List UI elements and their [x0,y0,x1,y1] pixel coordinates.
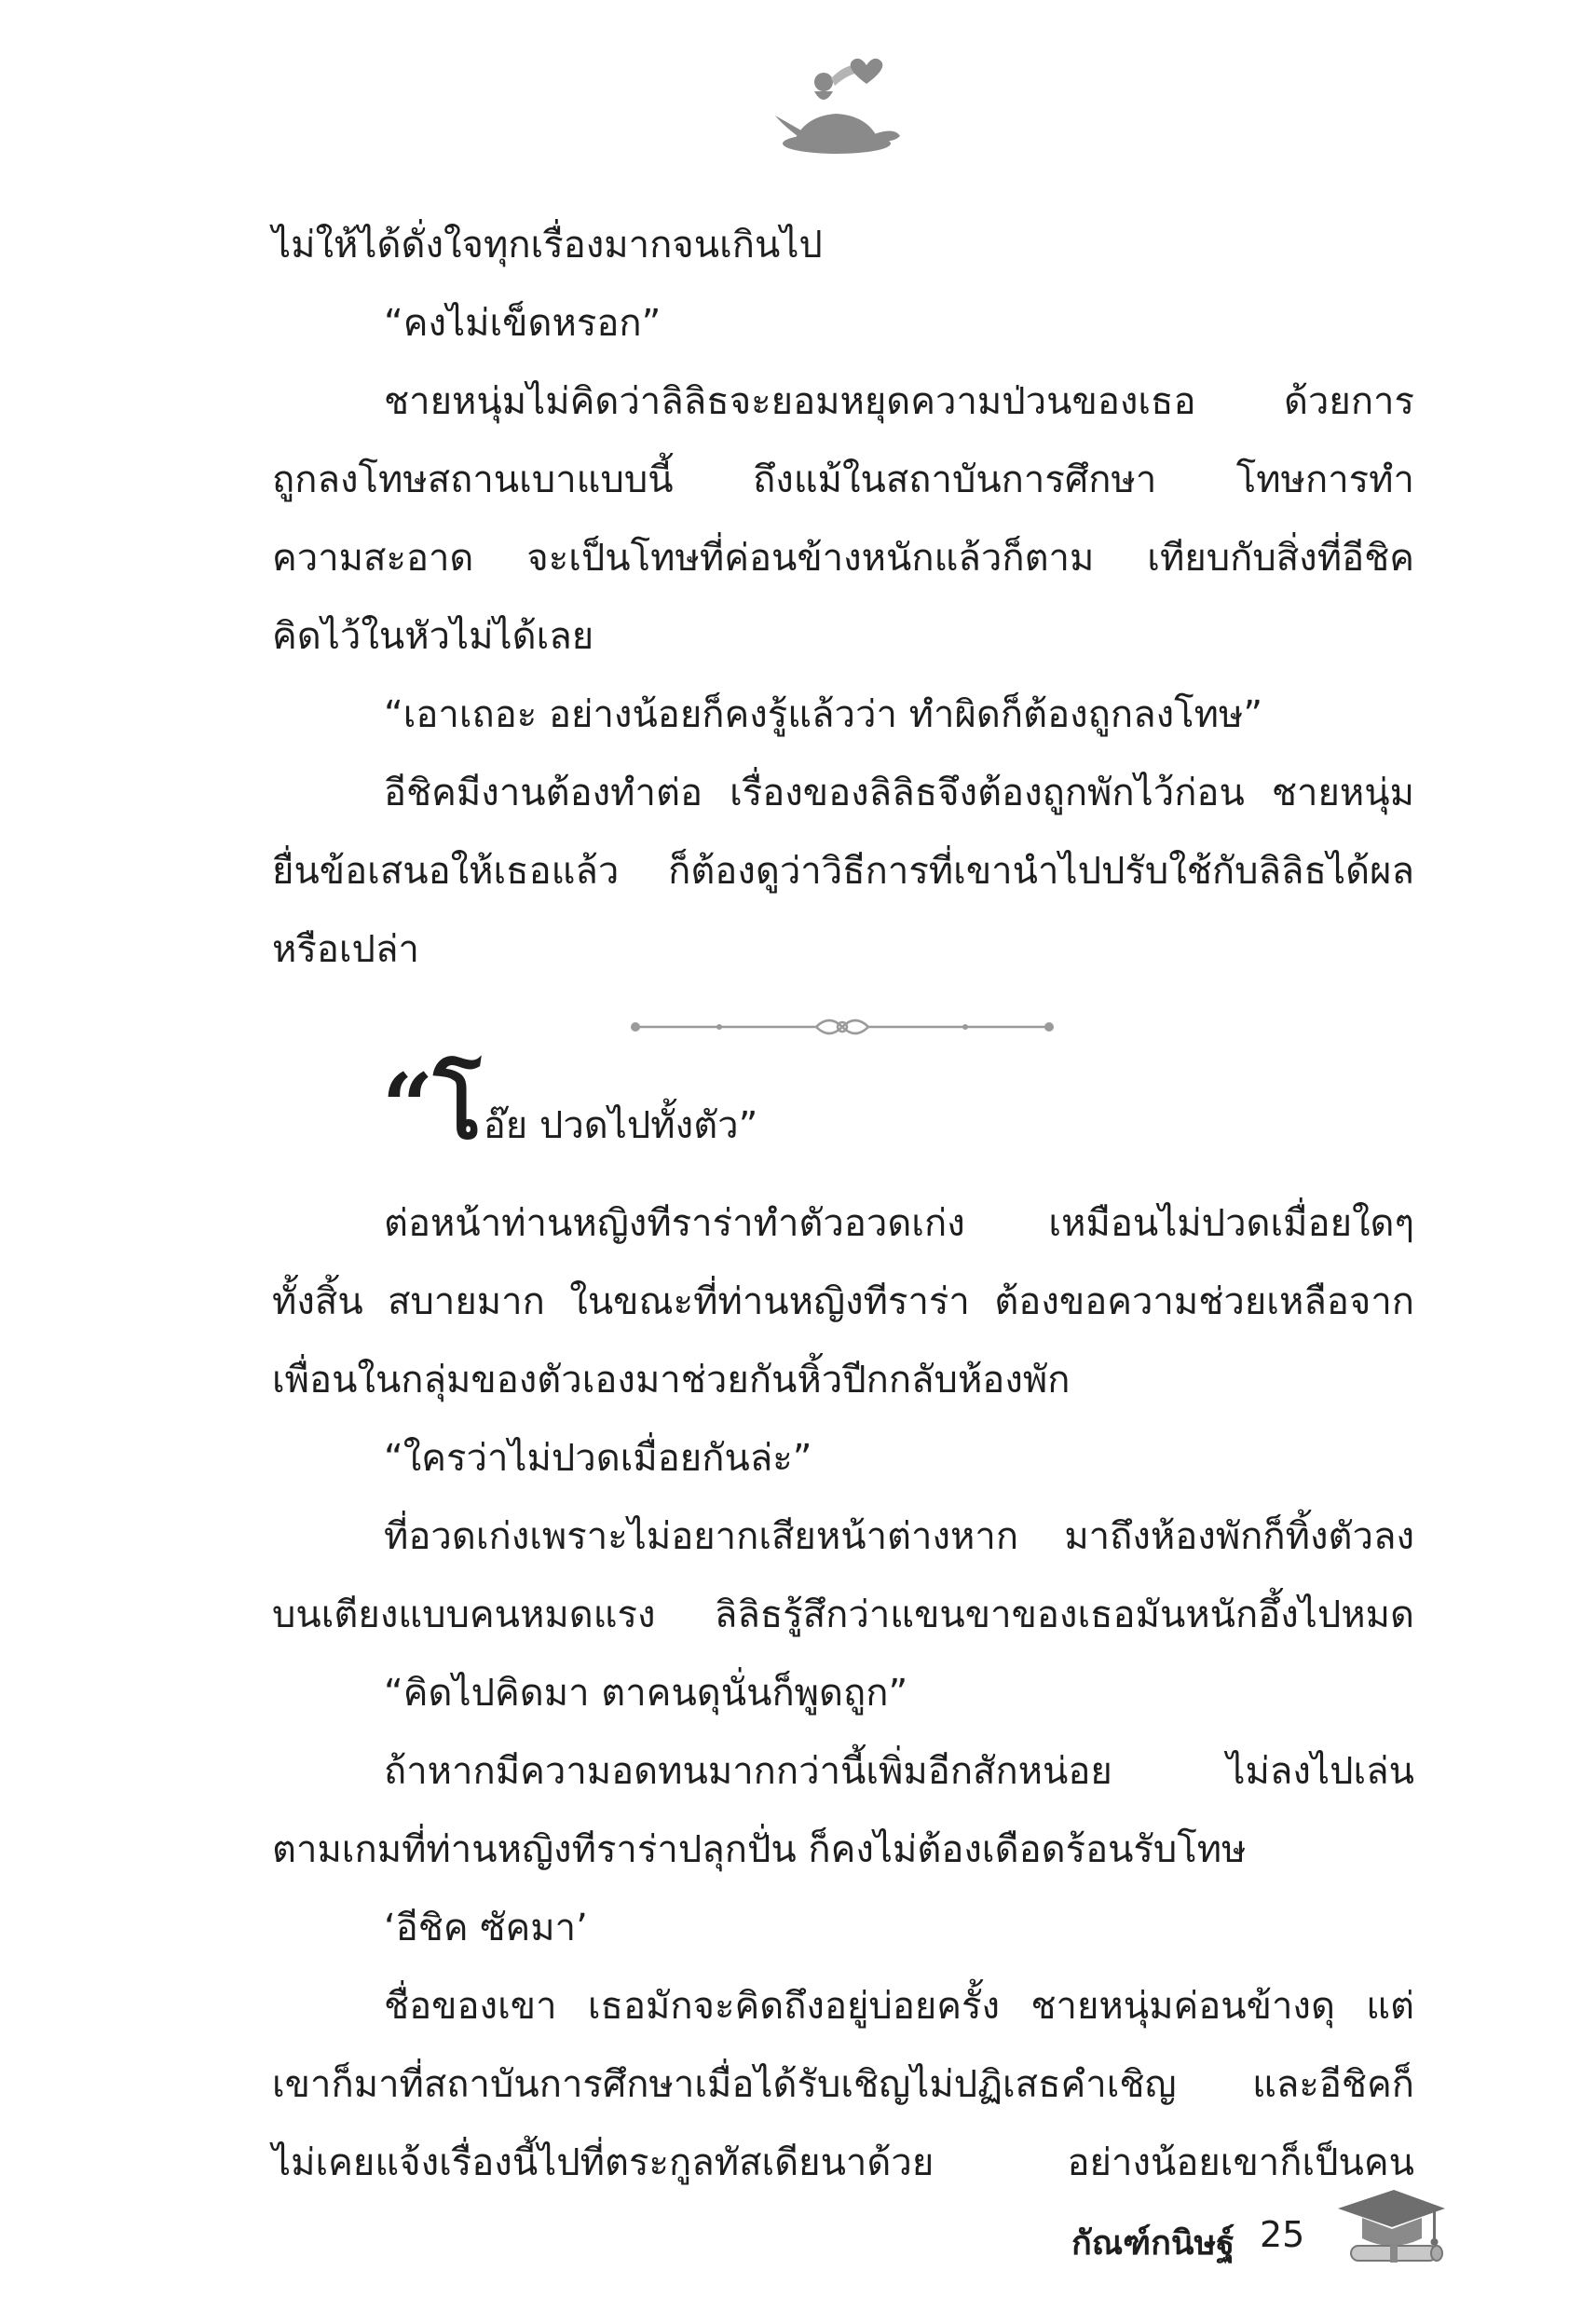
text-line: “คงไม่เข็ดหรอก” [384,302,662,345]
text-line: ‘อีชิค ซัคมา’ [384,1907,588,1949]
text-line: เพื่อนในกลุ่มของตัวเองมาช่วยกันหิ้วปีกกลับห้องพัก [272,1359,1071,1402]
text-line: อีชิคมีงานต้องทำต่อ เรื่องของลิลิธจึงต้องถูกพักไว้ก่อน ชายหนุ่ม [384,772,1414,814]
text-line: ถ้าหากมีความอดทนมากกว่านี้เพิ่มอีกสักหน่อย ไม่ลงไปเล่น [384,1750,1414,1793]
text-line: คิดไว้ในหัวไม่ได้เลย [272,615,594,658]
drop-cap-line [382,1054,758,1174]
text-line: เขาก็มาที่สถาบันการศึกษาเมื่อได้รับเชิญไม่ปฏิเสธคำเชิญ และอีชิคก็ [272,2063,1414,2106]
drop-cap-quote: “ [382,1054,434,1159]
teapot-cupid-ornament-icon [770,47,909,168]
text-line: ที่อวดเก่งเพราะไม่อยากเสียหน้าต่างหาก มาถึงห้องพักก็ทิ้งตัวลง [384,1515,1414,1558]
text-line: “เอาเถอะ อย่างน้อยก็คงรู้แล้วว่า ทำผิดก็ต้องถูกลงโทษ” [384,693,1263,736]
text-line: ไม่ให้ได้ดั่งใจทุกเรื่องมากจนเกินไป [272,224,823,267]
page-number: 25 [1260,2214,1305,2255]
text-line: “ใครว่าไม่ปวดเมื่อยกันล่ะ” [384,1437,812,1480]
text-line: ยื่นข้อเสนอให้เธอแล้ว ก็ต้องดูว่าวิธีการที่เขานำไปปรับใช้กับลิลิธได้ผล [272,850,1414,893]
text-line: ตามเกมที่ท่านหญิงทีราร่าปลุกปั่น ก็คงไม่ต้องเดือดร้อนรับโทษ [272,1828,1247,1871]
text-line: ต่อหน้าท่านหญิงทีราร่าทำตัวอวดเก่ง เหมือนไม่ปวดเมื่อยใดๆ [384,1202,1414,1245]
text-line: ทั้งสิ้น สบายมาก ในขณะที่ท่านหญิงทีราร่า ต้องขอความช่วยเหลือจาก [272,1280,1414,1323]
text-line: ถูกลงโทษสถานเบาแบบนี้ ถึงแม้ในสถาบันการศึกษา โทษการทำ [272,458,1414,501]
text-line: ชื่อของเขา เธอมักจะคิดถึงอยู่บ่อยครั้ง ชายหนุ่มค่อนข้างดุ แต่ [384,1985,1414,2028]
drop-cap-rest: อ๊ย ปวดไปทั้งตัว” [483,1104,758,1147]
text-line: บนเตียงแบบคนหมดแรง ลิลิธรู้สึกว่าแขนขาของเธอมันหนักอึ้งไปหมด [272,1593,1414,1636]
text-line: หรือเปล่า [272,928,419,971]
text-line: ความสะอาด จะเป็นโทษที่ค่อนข้างหนักแล้วก็ตาม เทียบกับสิ่งที่อีชิค [272,537,1414,580]
graduation-cap-diploma-icon [1329,2181,1450,2274]
text-line: “คิดไปคิดมา ตาคนดุนั่นก็พูดถูก” [384,1672,908,1715]
book-title: กัณฑ์กนิษฐ์ [1071,2224,1235,2263]
flourish-divider-icon [630,1008,1055,1046]
text-line: ไม่เคยแจ้งเรื่องนี้ไปที่ตระกูลทัสเดียนาด้วย อย่างน้อยเขาก็เป็นคน [272,2141,1414,2184]
drop-cap-letter: โ [433,1055,482,1159]
text-line: ชายหนุ่มไม่คิดว่าลิลิธจะยอมหยุดความป่วนของเธอ ด้วยการ [384,380,1414,423]
